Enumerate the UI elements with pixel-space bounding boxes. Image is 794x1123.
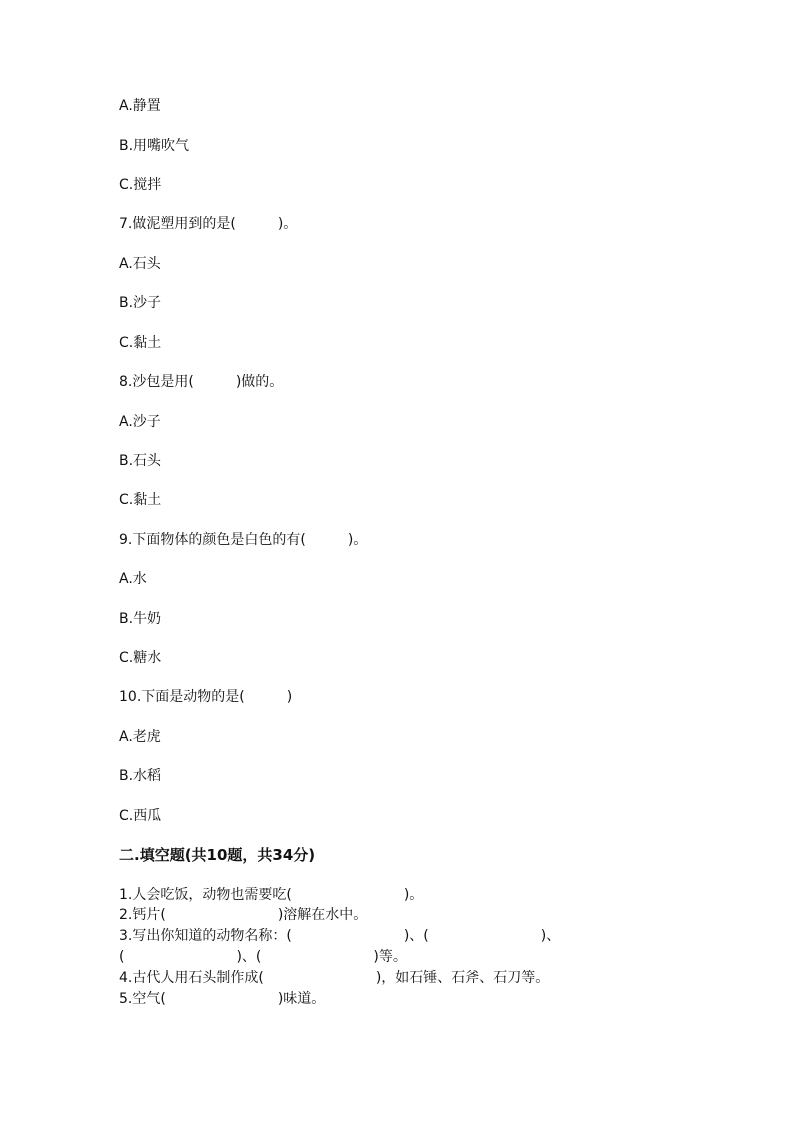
q7-stem: 7.做泥塑用到的是( )。 [119, 216, 298, 232]
q10-option-b: B.水稻 [119, 768, 162, 784]
fill-item-1: 1.人会吃饭，动物也需要吃( )。 [119, 887, 424, 903]
fill-item-3-continued: ( )、( )等。 [119, 949, 407, 965]
q9-stem: 9.下面物体的颜色是白色的有( )。 [119, 532, 368, 548]
q9-option-b: B.牛奶 [119, 611, 162, 627]
q6-option-c: C.搅拌 [119, 177, 162, 193]
q8-option-a: A.沙子 [119, 414, 161, 430]
fill-item-3: 3.写出你知道的动物名称：( )、( )、 [119, 928, 561, 944]
q10-option-a: A.老虎 [119, 729, 161, 745]
q8-option-b: B.石头 [119, 453, 162, 469]
fill-item-4: 4.古代人用石头制作成( )，如石锤、石斧、石刀等。 [119, 970, 550, 986]
q6-option-a: A.静置 [119, 98, 161, 114]
q7-option-c: C.黏土 [119, 335, 162, 351]
q9-option-a: A.水 [119, 571, 147, 587]
q10-stem: 10.下面是动物的是( ) [119, 689, 293, 705]
q8-option-c: C.黏土 [119, 492, 162, 508]
fill-item-5: 5.空气( )味道。 [119, 991, 326, 1007]
q6-option-b: B.用嘴吹气 [119, 138, 190, 154]
q8-stem: 8.沙包是用( )做的。 [119, 374, 284, 390]
section-heading-fill-blank: 二.填空题(共10题，共34分) [119, 846, 316, 864]
fill-item-2: 2.钙片( )溶解在水中。 [119, 907, 368, 923]
q10-option-c: C.西瓜 [119, 808, 162, 824]
q7-option-b: B.沙子 [119, 295, 162, 311]
q7-option-a: A.石头 [119, 256, 161, 272]
q9-option-c: C.糖水 [119, 650, 162, 666]
